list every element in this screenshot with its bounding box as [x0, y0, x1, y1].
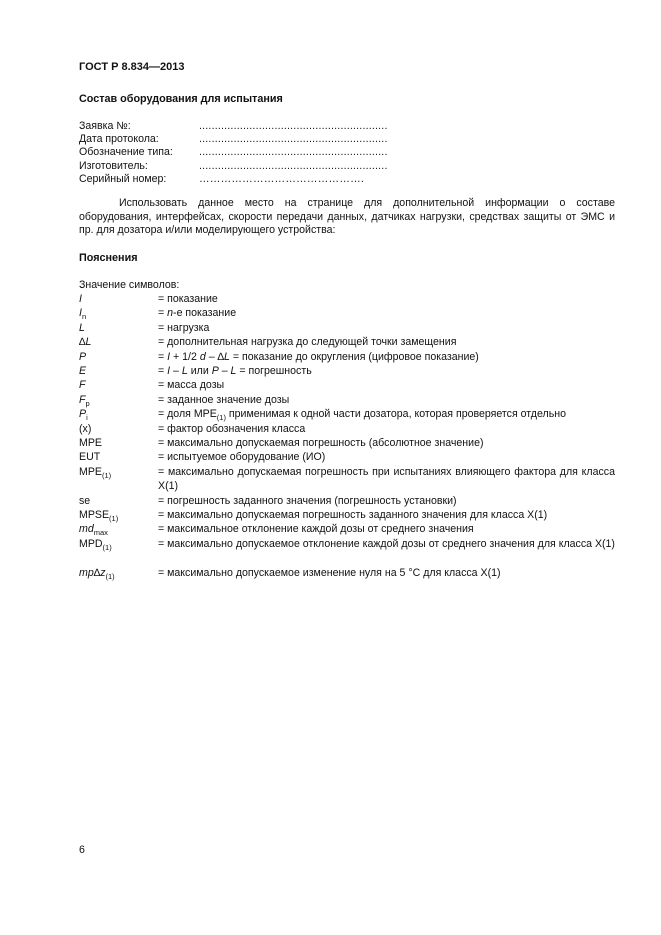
- symbols-title: Значение символов:: [79, 279, 180, 291]
- symbol: F: [79, 379, 86, 392]
- symbol: $MPD_{(1)}$: [79, 537, 112, 552]
- section-title-equipment: Состав оборудования для испытания: [79, 93, 283, 105]
- symbol: $F_p$: [79, 393, 90, 408]
- symbol-row: [79, 335, 615, 349]
- symbol-definition: = дополнительная нагрузка до следующей точки замещения: [158, 336, 457, 349]
- symbol-definition: = погрешность заданного значения (погрешность установки): [158, 494, 457, 507]
- symbol-definition: = заданное значение дозы: [158, 393, 290, 406]
- symbol-definition: = максимально допускаемая погрешность заданного значения для класса X(1): [158, 509, 548, 522]
- symbol-row: [79, 378, 615, 392]
- symbol-row: [79, 465, 615, 494]
- standard-header: ГОСТ Р 8.834—2013: [79, 61, 185, 73]
- symbol-definition: = испытуемое оборудование (ИО): [158, 451, 326, 464]
- symbol-row: [79, 537, 615, 566]
- form-blank: ……………………………………….: [199, 172, 365, 185]
- symbol-row: [79, 306, 615, 320]
- symbol-definition: = нагрузка: [158, 321, 210, 334]
- symbol-row: [79, 364, 615, 378]
- symbol-row: [79, 450, 615, 464]
- symbol: P: [79, 350, 87, 363]
- form-blank: ............................................................: [199, 159, 388, 172]
- symbol-row: [79, 566, 615, 580]
- symbol: $MPSE_{(1)}$: [79, 509, 119, 524]
- form-label: Серийный номер:: [79, 172, 167, 185]
- symbol-row: [79, 292, 615, 306]
- symbol: (x): [79, 422, 92, 435]
- symbol: L: [79, 321, 85, 334]
- form-blank: ............................................................: [199, 120, 388, 132]
- symbols-list: [79, 292, 615, 580]
- symbol-row: [79, 422, 615, 436]
- symbol: EUT: [79, 451, 101, 464]
- symbol-definition: = максимально допускаемое изменение нуля на 5 °С для класса X(1): [158, 566, 501, 579]
- symbol-definition: = максимально допускаемое отклонение каждой дозы от среднего значения для класса X(1): [158, 537, 615, 550]
- symbol: $md_{max}$: [79, 523, 108, 538]
- symbol-definition: = n-е показание: [158, 307, 237, 320]
- info-paragraph: Использовать данное место на странице для дополнительной информации о составе оборудования, интерфейсах, скорости передачи данных, датчиках нагрузки, средствах защиты от ЭМС и пр. для дозатора и/или моделирующего устройства:: [79, 197, 615, 236]
- symbol-definition: = масса дозы: [158, 379, 225, 392]
- symbol-row: [79, 436, 615, 450]
- form-label: Дата протокола:: [79, 133, 159, 146]
- symbol: I: [79, 293, 82, 305]
- form-blank: ............................................................: [199, 133, 388, 146]
- symbol: MPE: [79, 437, 102, 450]
- symbol-definition: = показание: [158, 293, 218, 305]
- section-title-explanations: Пояснения: [79, 252, 138, 264]
- symbol-row: [79, 393, 615, 407]
- symbol-definition: = максимально допускаемая погрешность (абсолютное значение): [158, 437, 484, 450]
- symbol-row: [79, 350, 615, 364]
- form-label: Заявка №:: [79, 120, 131, 132]
- symbol-definition: = максимально допускаемая погрешность при испытаниях влияющего фактора для класса X(1): [158, 465, 615, 493]
- form-label: Обозначение типа:: [79, 146, 173, 159]
- symbol: se: [79, 494, 91, 507]
- symbol: $I_n$: [79, 307, 87, 322]
- symbol-row: [79, 407, 615, 421]
- symbol: $mp\Delta z_{(1)}$: [79, 566, 115, 581]
- symbol-row: [79, 321, 615, 335]
- symbol-definition: = фактор обозначения класса: [158, 422, 306, 435]
- symbol-definition: = I – L или P – L = погрешность: [158, 365, 312, 378]
- symbol: $MPE_{(1)}$: [79, 465, 112, 480]
- page-number: 6: [79, 844, 85, 856]
- symbol-definition: = доля $MPE_{(1)}$ применимая к одной части дозатора, которая проверяется отдельно: [158, 408, 566, 423]
- symbol-row: [79, 494, 615, 508]
- form-blank: ............................................................: [199, 146, 388, 159]
- symbol: E: [79, 365, 87, 378]
- symbol-definition: = I + 1/2 d – ∆L = показание до округления (цифровое показание): [158, 350, 479, 363]
- symbol: ∆L: [79, 336, 92, 349]
- symbol-row: [79, 522, 615, 536]
- symbol: $P_i$: [79, 408, 88, 423]
- symbol-definition: = максимальное отклонение каждой дозы от среднего значения: [158, 523, 474, 536]
- form-label: Изготовитель:: [79, 159, 148, 172]
- symbol-row: [79, 508, 615, 522]
